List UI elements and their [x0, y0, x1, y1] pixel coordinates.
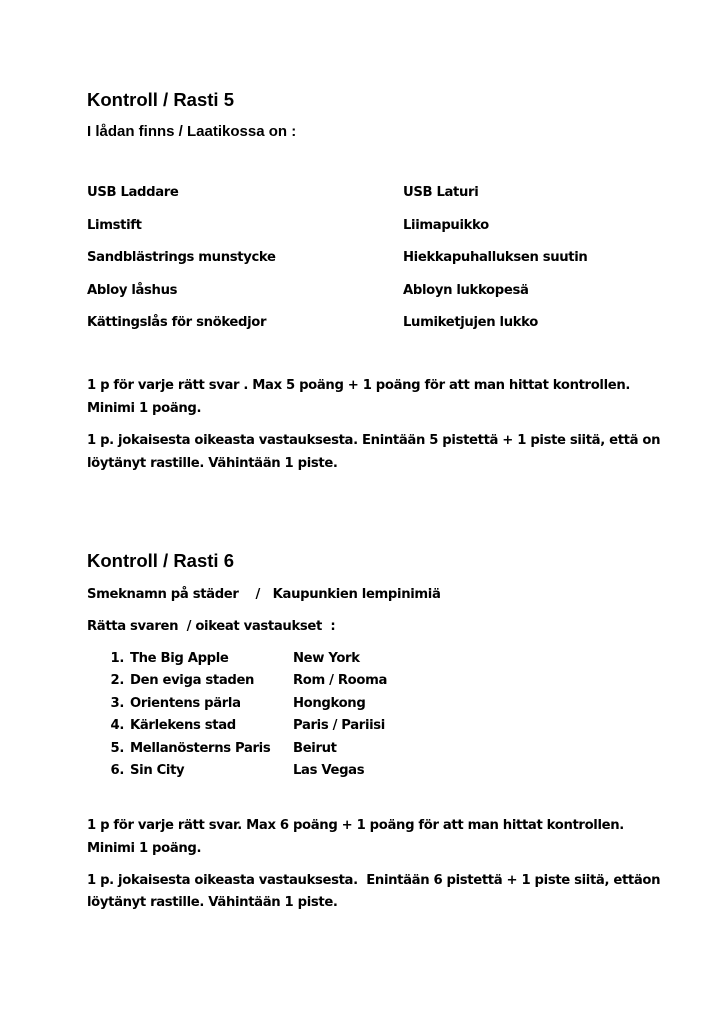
item-sv: Sandblästrings munstycke [87, 250, 276, 265]
answer-number: 1. [110, 651, 124, 666]
answers-heading: Rätta svaren / oikeat vastaukset : [87, 619, 336, 634]
item-fi: Liimapuikko [403, 218, 489, 233]
answer-nickname: The Big Apple [130, 651, 229, 666]
item-sv: Abloy låshus [87, 283, 178, 298]
answer-row [104, 673, 254, 688]
section6-subtitle: Smeknamn på städer / Kaupunkien lempinimiä [87, 587, 441, 602]
answer-city: New York [293, 651, 360, 666]
item-sv: Limstift [87, 218, 142, 233]
scoring-sv-line: Minimi 1 poäng. [87, 401, 202, 416]
answer-city: Rom / Rooma [293, 673, 388, 688]
scoring-sv-line: Minimi 1 poäng. [87, 841, 202, 856]
answer-nickname: Orientens pärla [130, 696, 241, 711]
answer-city: Las Vegas [293, 763, 365, 778]
answer-number: 6. [110, 763, 124, 778]
answer-row [104, 718, 236, 733]
scoring-fi-line: 1 p. jokaisesta oikeasta vastauksesta. Enintään 6 pistettä + 1 piste siitä, ettäon [87, 873, 661, 888]
answer-number: 4. [110, 718, 124, 733]
answer-row [104, 763, 184, 778]
answer-row [104, 741, 270, 756]
answer-row [104, 696, 241, 711]
scoring-fi-line: löytänyt rastille. Vähintään 1 piste. [87, 895, 338, 910]
item-sv: Kättingslås för snökedjor [87, 315, 267, 330]
answer-number: 5. [110, 741, 124, 756]
item-fi: Lumiketjujen lukko [403, 315, 538, 330]
answer-nickname: Mellanösterns Paris [130, 741, 271, 756]
answer-nickname: Sin City [130, 763, 185, 778]
section6-title: Kontroll / Rasti 6 [87, 550, 234, 571]
scoring-fi-line: löytänyt rastille. Vähintään 1 piste. [87, 456, 338, 471]
answer-nickname: Den eviga staden [130, 673, 255, 688]
section5-subtitle: I lådan finns / Laatikossa on : [87, 123, 297, 140]
answer-city: Hongkong [293, 696, 366, 711]
scoring-sv-line: 1 p för varje rätt svar . Max 5 poäng + 1 poäng för att man hittat kontrollen. [87, 378, 631, 393]
item-sv: USB Laddare [87, 185, 179, 200]
section5-title: Kontroll / Rasti 5 [87, 89, 234, 110]
item-fi: USB Laturi [403, 185, 479, 200]
answer-nickname: Kärlekens stad [130, 718, 236, 733]
answer-city: Paris / Pariisi [293, 718, 385, 733]
answer-city: Beirut [293, 741, 337, 756]
scoring-fi-line: 1 p. jokaisesta oikeasta vastauksesta. Enintään 5 pistettä + 1 piste siitä, että on [87, 433, 661, 448]
item-fi: Abloyn lukkopesä [403, 283, 529, 298]
answer-number: 3. [110, 696, 124, 711]
answer-row [104, 651, 229, 666]
scoring-sv-line: 1 p för varje rätt svar. Max 6 poäng + 1 poäng för att man hittat kontrollen. [87, 818, 624, 833]
item-fi: Hiekkapuhalluksen suutin [403, 250, 588, 265]
answer-number: 2. [110, 673, 124, 688]
